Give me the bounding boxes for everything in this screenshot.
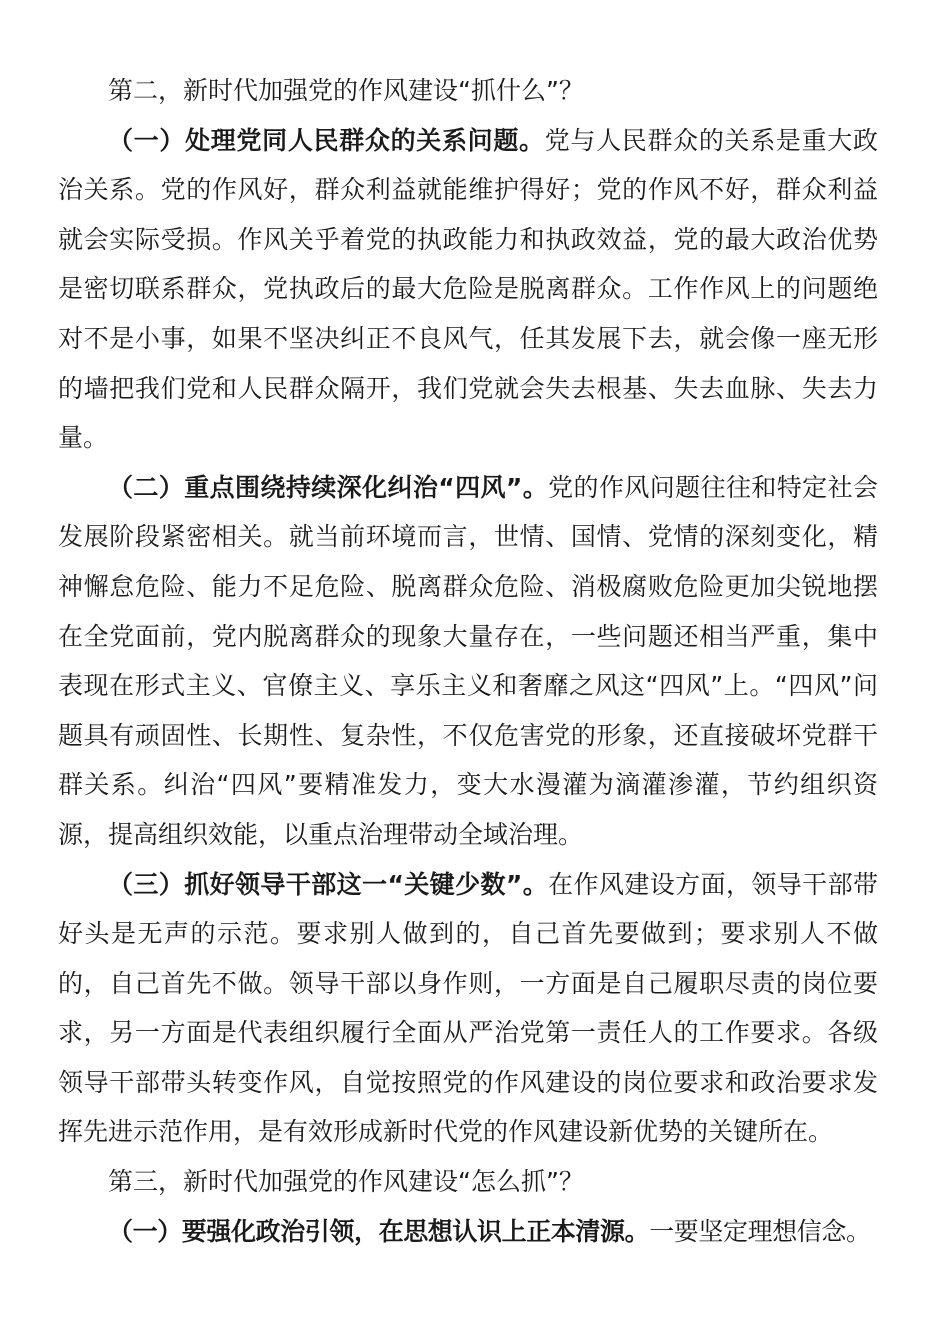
section-2-item-3 (58, 860, 878, 1158)
section-2-item-1-body: 党与人民群众的关系是重大政治关系。党的作风好，群众利益就能维护得好；党的作风不好，群众利益就会实际受损。作风关乎着党的执政能力和执政效益，党的最大政治优势是密切联系群众，党执政后的最大危险是脱离群众。工作作风上的问题绝对不是小事，如果不坚决纠正不良风气，任其发展下去，就会像一座无形的墙把我们党和人民群众隔开，我们党就会失去根基、失去血脉、失去力量。 (58, 125, 878, 453)
section-2-item-2-heading: （二）重点围绕持续深化纠治“四风”。 (108, 472, 549, 502)
section-3-title: 第三，新时代加强党的作风建设“怎么抓”？ (108, 1167, 584, 1197)
section-3-item-1 (58, 1207, 878, 1257)
section-3-item-1-heading: （一）要强化政治引领，在思想认识上正本清源。 (108, 1216, 650, 1246)
section-2-item-2 (58, 463, 878, 860)
document-body (58, 66, 878, 1256)
section-2-item-1-heading: （一）处理党同人民群众的关系问题。 (108, 125, 545, 155)
section-2-title: 第二，新时代加强党的作风建设“抓什么”？ (108, 76, 584, 105)
section-2-item-3-body: 在作风建设方面，领导干部带好头是无声的示范。要求别人做到的，自己首先要做到；要求别人不做的，自己首先不做。领导干部以身作则，一方面是自己履职尽责的岗位要求，另一方面是代表组织履行全面从严治党第一责任人的工作要求。各级领导干部带头转变作风，自觉按照党的作风建设的岗位要求和政治要求发挥先进示范作用，是有效形成新时代党的作风建设新优势的关键所在。 (58, 869, 878, 1147)
section-2-item-3-heading: （三）抓好领导干部这一“关键少数”。 (108, 869, 549, 899)
section-2-item-2-body: 党的作风问题往往和特定社会发展阶段紧密相关。就当前环境而言，世情、国情、党情的深刻变化，精神懈怠危险、能力不足危险、脱离群众危险、消极腐败危险更加尖锐地摆在全党面前，党内脱离群众的现象大量存在，一些问题还相当严重，集中表现在形式主义、官僚主义、享乐主义和奢靡之风这“四风”上。“四风”问题具有顽固性、长期性、复杂性，不仅危害党的形象，还直接破坏党群干群关系。纠治“四风”要精准发力，变大水漫灌为滴灌渗灌，节约组织资源，提高组织效能，以重点治理带动全域治理。 (58, 472, 878, 849)
section-3-item-1-body: 一要坚定理想信念。 (649, 1216, 871, 1246)
section-2-item-1 (58, 116, 878, 463)
